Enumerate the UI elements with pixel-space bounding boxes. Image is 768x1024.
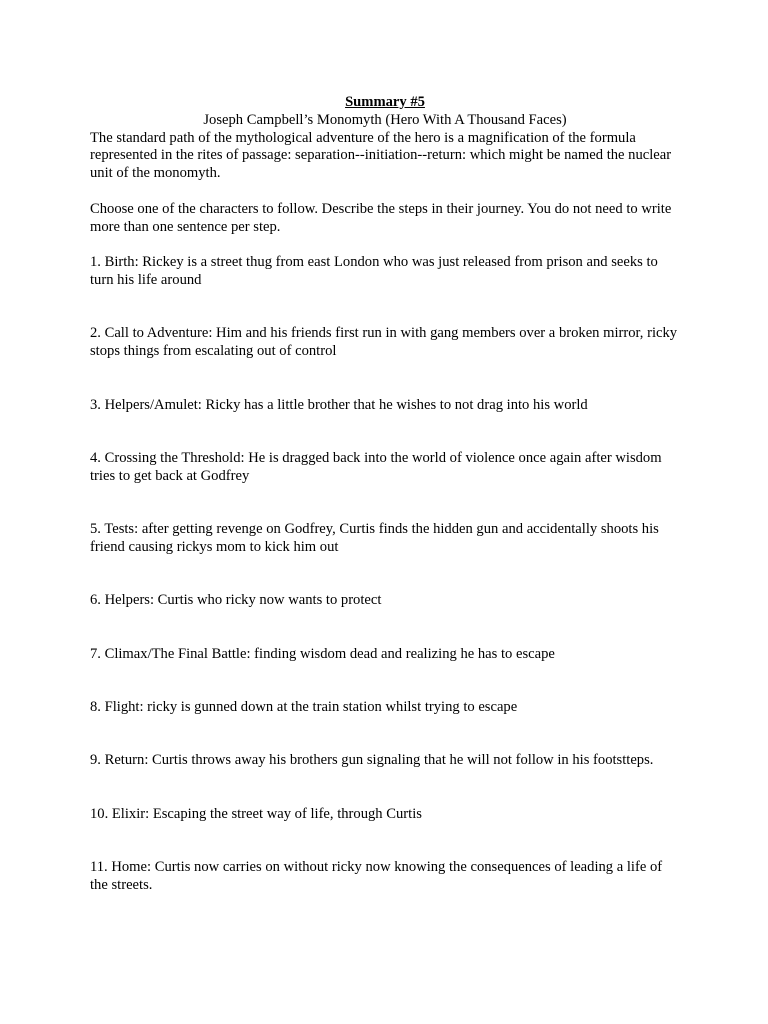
step-11: 11. Home: Curtis now carries on without ricky now knowing the consequences of leading a life of the streets. — [90, 859, 663, 894]
document-subtitle: Joseph Campbell’s Monomyth (Hero With A Thousand Faces) — [203, 111, 567, 128]
document-title: Summary #5 — [345, 94, 425, 110]
spacer — [90, 610, 680, 646]
step-5: 5. Tests: after getting revenge on Godfrey, Curtis finds the hidden gun and accidentally shoots his friend causing rickys mom to kick him out — [90, 521, 659, 555]
spacer — [90, 824, 680, 860]
spacer — [90, 664, 680, 700]
step-10: 10. Elixir: Escaping the street way of life, through Curtis — [90, 805, 422, 822]
spacer — [90, 361, 680, 397]
spacer — [90, 557, 680, 593]
document-page — [90, 94, 680, 895]
step-1: 1. Birth: Rickey is a street thug from east London who was just released from prison and seeks to turn his life around — [90, 254, 658, 288]
step-8: 8. Flight: ricky is gunned down at the train station whilst trying to escape — [90, 699, 518, 716]
step-7: 7. Climax/The Final Battle: finding wisdom dead and realizing he has to escape — [90, 645, 555, 662]
spacer — [90, 770, 680, 806]
intro-paragraph: The standard path of the mythological adventure of the hero is a magnification of the formula represented in the rites of passage: separation--initiation--return: which might be named the nuclear unit of the monomyth. — [90, 129, 672, 182]
step-4: 4. Crossing the Threshold: He is dragged back into the world of violence once again after wisdom tries to get back at Godfrey — [90, 449, 662, 484]
spacer — [90, 414, 680, 450]
step-6: 6. Helpers: Curtis who ricky now wants to protect — [90, 592, 382, 609]
spacer — [90, 486, 680, 522]
spacer — [90, 290, 680, 326]
step-9: 9. Return: Curtis throws away his brothers gun signaling that he will not follow in his footstteps. — [90, 752, 654, 769]
spacer — [90, 236, 680, 254]
spacer — [90, 183, 680, 201]
step-3: 3. Helpers/Amulet: Ricky has a little brother that he wishes to not drag into his world — [90, 396, 588, 413]
instructions-paragraph: Choose one of the characters to follow. Describe the steps in their journey. You do not need to write more than one sentence per step. — [90, 200, 672, 235]
spacer — [90, 717, 680, 753]
step-2: 2. Call to Adventure: Him and his friends first run in with gang members over a broken mirror, ricky stops things from escalating out of control — [90, 325, 678, 360]
